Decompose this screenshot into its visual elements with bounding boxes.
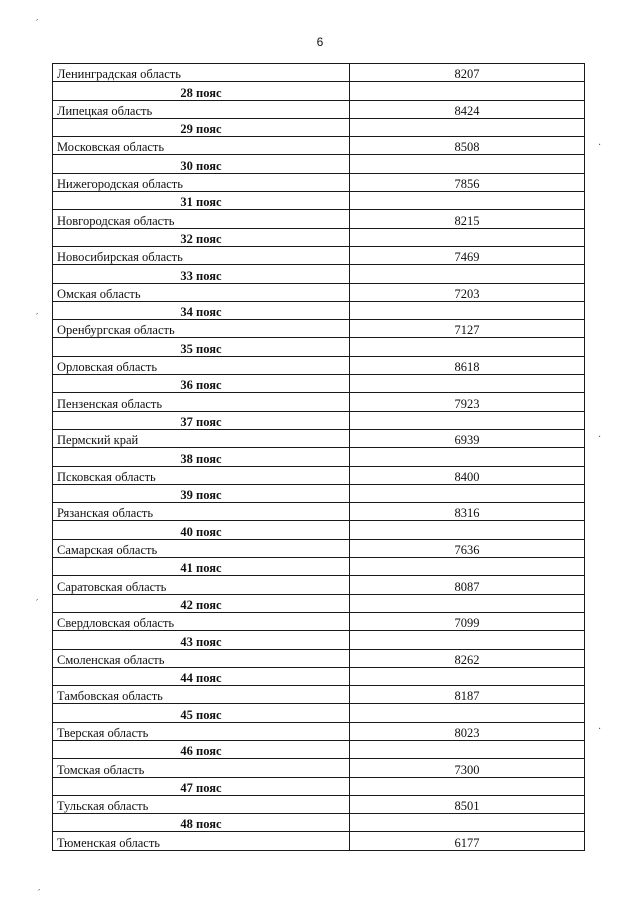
table-row bbox=[53, 722, 585, 740]
empty-cell bbox=[350, 667, 585, 685]
belt-row bbox=[53, 740, 585, 758]
table-row bbox=[53, 320, 585, 338]
empty-cell bbox=[350, 448, 585, 466]
belt-label: 42 пояс bbox=[53, 594, 350, 612]
region-name: Орловская область bbox=[53, 356, 350, 374]
belt-row bbox=[53, 777, 585, 795]
region-value: 8187 bbox=[350, 686, 585, 704]
belt-row bbox=[53, 228, 585, 246]
belt-row bbox=[53, 631, 585, 649]
table-row bbox=[53, 576, 585, 594]
belt-label: 34 пояс bbox=[53, 301, 350, 319]
region-value: 8087 bbox=[350, 576, 585, 594]
region-name: Пензенская область bbox=[53, 393, 350, 411]
region-name: Псковская область bbox=[53, 466, 350, 484]
region-value: 7923 bbox=[350, 393, 585, 411]
belt-row bbox=[53, 338, 585, 356]
belt-label: 35 пояс bbox=[53, 338, 350, 356]
table-row bbox=[53, 137, 585, 155]
table-row bbox=[53, 686, 585, 704]
belt-label: 37 пояс bbox=[53, 411, 350, 429]
region-value: 8508 bbox=[350, 137, 585, 155]
belt-row bbox=[53, 558, 585, 576]
region-name: Пермский край bbox=[53, 429, 350, 447]
empty-cell bbox=[350, 631, 585, 649]
belt-label: 38 пояс bbox=[53, 448, 350, 466]
belt-row bbox=[53, 484, 585, 502]
empty-cell bbox=[350, 740, 585, 758]
table-row bbox=[53, 246, 585, 264]
table-row bbox=[53, 649, 585, 667]
empty-cell bbox=[350, 338, 585, 356]
region-name: Тамбовская область bbox=[53, 686, 350, 704]
table-row bbox=[53, 210, 585, 228]
region-value: 8207 bbox=[350, 64, 585, 82]
belt-row bbox=[53, 814, 585, 832]
region-value: 7203 bbox=[350, 283, 585, 301]
region-values-table bbox=[52, 63, 585, 851]
region-value: 8215 bbox=[350, 210, 585, 228]
region-name: Нижегородская область bbox=[53, 173, 350, 191]
table-body bbox=[53, 64, 585, 851]
region-value: 6939 bbox=[350, 429, 585, 447]
table-row bbox=[53, 356, 585, 374]
belt-row bbox=[53, 82, 585, 100]
scan-mark: ′ bbox=[38, 888, 41, 899]
empty-cell bbox=[350, 704, 585, 722]
belt-label: 30 пояс bbox=[53, 155, 350, 173]
belt-row bbox=[53, 301, 585, 319]
region-value: 7127 bbox=[350, 320, 585, 338]
belt-label: 32 пояс bbox=[53, 228, 350, 246]
empty-cell bbox=[350, 777, 585, 795]
region-value: 8262 bbox=[350, 649, 585, 667]
region-name: Томская область bbox=[53, 759, 350, 777]
region-name: Тюменская область bbox=[53, 832, 350, 850]
region-value: 7300 bbox=[350, 759, 585, 777]
table-row bbox=[53, 393, 585, 411]
scan-mark: · bbox=[598, 140, 602, 151]
belt-row bbox=[53, 265, 585, 283]
belt-label: 31 пояс bbox=[53, 192, 350, 210]
belt-row bbox=[53, 448, 585, 466]
empty-cell bbox=[350, 411, 585, 429]
belt-row bbox=[53, 118, 585, 136]
belt-label: 33 пояс bbox=[53, 265, 350, 283]
scan-mark: ′ bbox=[36, 598, 39, 609]
empty-cell bbox=[350, 375, 585, 393]
page-number: 6 bbox=[316, 35, 324, 49]
table-row bbox=[53, 466, 585, 484]
belt-row bbox=[53, 594, 585, 612]
belt-row bbox=[53, 192, 585, 210]
belt-row bbox=[53, 375, 585, 393]
table-row bbox=[53, 283, 585, 301]
empty-cell bbox=[350, 558, 585, 576]
belt-label: 48 пояс bbox=[53, 814, 350, 832]
belt-row bbox=[53, 411, 585, 429]
region-value: 6177 bbox=[350, 832, 585, 850]
table-row bbox=[53, 539, 585, 557]
region-name: Смоленская область bbox=[53, 649, 350, 667]
table-row bbox=[53, 64, 585, 82]
belt-label: 44 пояс bbox=[53, 667, 350, 685]
region-name: Новосибирская область bbox=[53, 246, 350, 264]
region-value: 8400 bbox=[350, 466, 585, 484]
empty-cell bbox=[350, 521, 585, 539]
region-value: 7099 bbox=[350, 612, 585, 630]
belt-label: 28 пояс bbox=[53, 82, 350, 100]
region-name: Оренбургская область bbox=[53, 320, 350, 338]
region-name: Ленинградская область bbox=[53, 64, 350, 82]
region-value: 8424 bbox=[350, 100, 585, 118]
table-row bbox=[53, 759, 585, 777]
empty-cell bbox=[350, 594, 585, 612]
empty-cell bbox=[350, 814, 585, 832]
region-value: 8618 bbox=[350, 356, 585, 374]
region-name: Тверская область bbox=[53, 722, 350, 740]
belt-row bbox=[53, 521, 585, 539]
region-name: Тульская область bbox=[53, 795, 350, 813]
table-row bbox=[53, 832, 585, 850]
belt-row bbox=[53, 155, 585, 173]
region-value: 8023 bbox=[350, 722, 585, 740]
region-name: Новгородская область bbox=[53, 210, 350, 228]
region-value: 7636 bbox=[350, 539, 585, 557]
region-name: Свердловская область bbox=[53, 612, 350, 630]
region-value: 8501 bbox=[350, 795, 585, 813]
table-row bbox=[53, 429, 585, 447]
scan-mark: ′ bbox=[36, 312, 39, 323]
table-row bbox=[53, 503, 585, 521]
belt-label: 47 пояс bbox=[53, 777, 350, 795]
belt-label: 36 пояс bbox=[53, 375, 350, 393]
scan-mark: ′ bbox=[36, 18, 39, 29]
empty-cell bbox=[350, 82, 585, 100]
empty-cell bbox=[350, 228, 585, 246]
region-name: Липецкая область bbox=[53, 100, 350, 118]
table-row bbox=[53, 612, 585, 630]
belt-label: 46 пояс bbox=[53, 740, 350, 758]
belt-label: 40 пояс bbox=[53, 521, 350, 539]
belt-row bbox=[53, 704, 585, 722]
region-value: 7856 bbox=[350, 173, 585, 191]
scan-mark: · bbox=[598, 724, 602, 735]
empty-cell bbox=[350, 484, 585, 502]
region-name: Саратовская область bbox=[53, 576, 350, 594]
belt-label: 29 пояс bbox=[53, 118, 350, 136]
empty-cell bbox=[350, 155, 585, 173]
table-row bbox=[53, 173, 585, 191]
empty-cell bbox=[350, 192, 585, 210]
empty-cell bbox=[350, 118, 585, 136]
belt-row bbox=[53, 667, 585, 685]
region-value: 7469 bbox=[350, 246, 585, 264]
table-row bbox=[53, 100, 585, 118]
region-value: 8316 bbox=[350, 503, 585, 521]
empty-cell bbox=[350, 265, 585, 283]
belt-label: 43 пояс bbox=[53, 631, 350, 649]
region-name: Рязанская область bbox=[53, 503, 350, 521]
empty-cell bbox=[350, 301, 585, 319]
belt-label: 45 пояс bbox=[53, 704, 350, 722]
region-name: Омская область bbox=[53, 283, 350, 301]
scan-mark: · bbox=[598, 432, 602, 443]
region-name: Московская область bbox=[53, 137, 350, 155]
region-name: Самарская область bbox=[53, 539, 350, 557]
belt-label: 39 пояс bbox=[53, 484, 350, 502]
belt-label: 41 пояс bbox=[53, 558, 350, 576]
table-row bbox=[53, 795, 585, 813]
